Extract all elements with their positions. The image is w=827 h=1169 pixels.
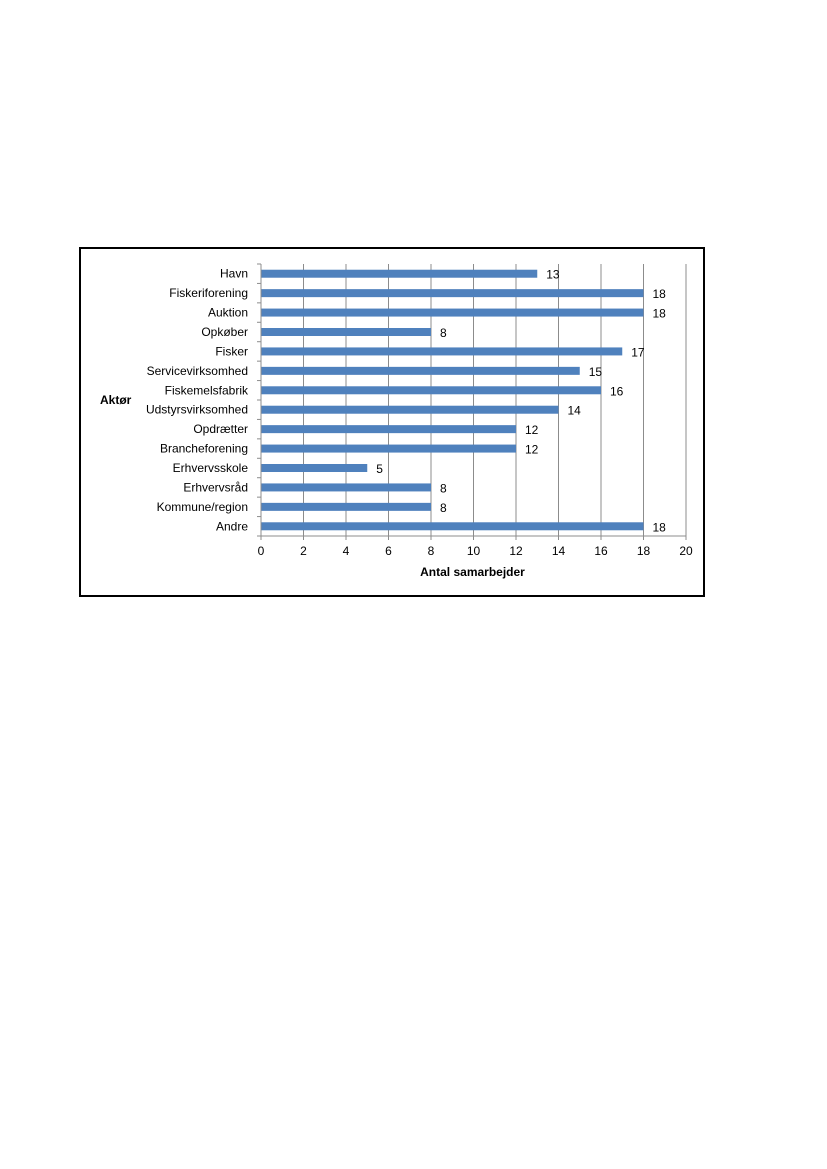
bar-fiskemelsfabrik <box>261 386 601 394</box>
data-label: 17 <box>631 345 645 360</box>
bar-chart <box>81 249 703 595</box>
x-tick-label: 12 <box>509 544 523 558</box>
x-tick-label: 10 <box>466 544 481 558</box>
data-label: 12 <box>525 442 539 457</box>
category-label: Servicevirksomhed <box>146 363 248 378</box>
bar-udstyrsvirksomhed <box>261 406 559 414</box>
data-label: 8 <box>440 326 447 340</box>
category-label: Opkøber <box>201 325 248 339</box>
data-label: 16 <box>610 384 624 399</box>
data-label: 18 <box>652 520 666 535</box>
x-tick-label: 4 <box>342 544 350 558</box>
y-axis-title: Aktør <box>100 393 132 407</box>
category-label: Andre <box>215 519 248 534</box>
x-tick-label: 16 <box>594 544 608 558</box>
bar-opk-ber <box>261 328 431 336</box>
category-label: Fiskeriforening <box>169 286 248 301</box>
category-label: Opdrætter <box>193 422 248 437</box>
bar-opdr-tter <box>261 425 516 433</box>
bar-kommune-region <box>261 503 431 511</box>
bar-havn <box>261 270 537 278</box>
bar-auktion <box>261 309 644 317</box>
category-label: Erhvervsskole <box>172 461 248 475</box>
x-tick-label: 2 <box>300 544 307 558</box>
category-label: Havn <box>219 266 248 281</box>
category-label: Fisker <box>215 344 248 359</box>
data-label: 8 <box>440 481 447 496</box>
data-label: 12 <box>525 423 539 438</box>
x-axis-title: Antal samarbejder <box>420 565 525 579</box>
x-tick-label: 0 <box>257 544 265 558</box>
category-label: Udstyrsvirksomhed <box>145 402 248 417</box>
bar-erhvervsskole <box>261 464 367 472</box>
category-label: Brancheforening <box>159 441 248 456</box>
bar-fiskeriforening <box>261 289 644 297</box>
data-label: 5 <box>376 462 383 476</box>
category-label: Erhvervsråd <box>183 480 248 495</box>
data-label: 8 <box>440 500 447 515</box>
x-tick-label: 14 <box>551 544 566 558</box>
bar-brancheforening <box>261 445 516 453</box>
bars <box>261 267 644 531</box>
x-tick-label: 20 <box>679 544 693 558</box>
data-label: 15 <box>588 364 603 379</box>
bar-andre <box>261 522 644 530</box>
bar-fisker <box>261 347 622 355</box>
axes <box>257 264 686 540</box>
category-label: Kommune/region <box>156 499 248 514</box>
x-tick-label: 18 <box>636 544 651 558</box>
data-label: 14 <box>567 403 581 418</box>
gridlines <box>304 264 687 536</box>
data-label: 13 <box>546 267 560 282</box>
category-label: Fiskemelsfabrik <box>164 383 248 398</box>
chart-frame <box>79 247 705 597</box>
data-label: 18 <box>652 306 666 321</box>
bar-servicevirksomhed <box>261 367 580 375</box>
data-label: 18 <box>652 287 666 302</box>
x-tick-label: 6 <box>385 544 392 558</box>
x-tick-label: 8 <box>427 544 435 558</box>
category-label: Auktion <box>207 305 248 320</box>
bar-erhvervsr-d <box>261 483 431 491</box>
